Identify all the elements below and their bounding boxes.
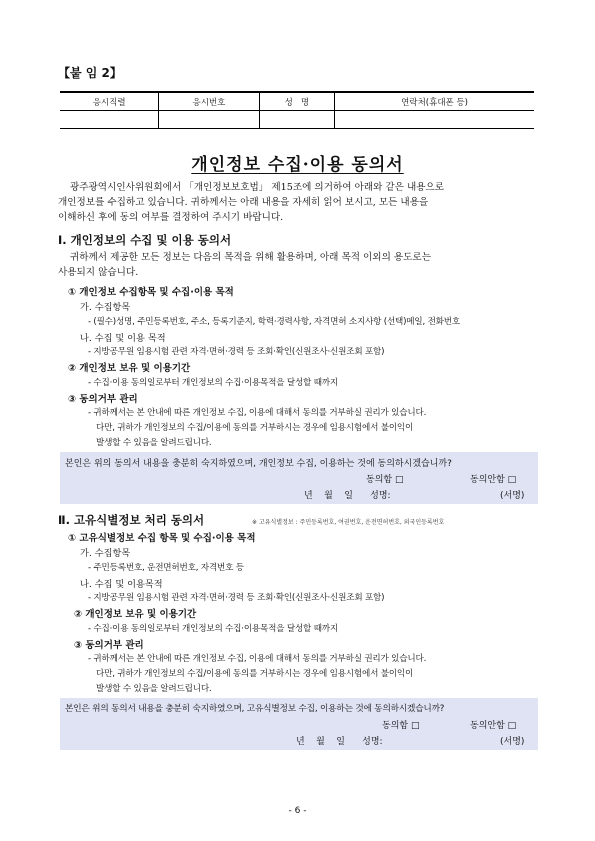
s2-refusal-line-3: 발생할 수 있음을 알려드립니다. xyxy=(96,684,212,694)
s2-consent-question: 본인은 위의 동의서 내용을 충분히 숙지하였으며, 고유식별정보 수집, 이용하는 것에 동의하시겠습니까? xyxy=(65,704,445,714)
s1-collect-items: - (필수)성명, 주민등록번호, 주소, 등록기준지, 학력·경력사항, 자격면허 소지사항 (선택)메일, 전화번호 xyxy=(88,317,460,327)
s1-item-3-heading: ③ 동의거부 관리 xyxy=(68,394,138,405)
s1-refusal-line-2: 다만, 귀하가 개인정보의 수집/이용에 동의를 거부하시는 경우에 임용시험에서 불이익이 xyxy=(96,423,414,433)
s1-item-2-heading: ② 개인정보 보유 및 이용기간 xyxy=(68,363,191,374)
s2-purpose-label: 나. 수집 및 이용목적 xyxy=(80,579,163,590)
s2-agree-checkbox[interactable]: 동의함 □ xyxy=(382,721,420,731)
s2-signature-label: (서명) xyxy=(500,737,525,747)
header-exam-number: 응시번호 xyxy=(159,92,259,111)
s2-date-name-line: 년 월 일 성명: xyxy=(296,737,383,747)
section-1-desc-2: 사용되지 않습니다. xyxy=(58,267,139,278)
applicant-info-table xyxy=(60,91,534,129)
s1-agree-checkbox[interactable]: 동의함 □ xyxy=(366,475,404,485)
s1-refusal-line-3: 발생할 수 있음을 알려드립니다. xyxy=(96,438,212,448)
s1-disagree-checkbox[interactable]: 동의안함 □ xyxy=(470,475,517,485)
section-2-note: ※ 고유식별정보 : 주민등록번호, 여권번호, 운전면허번호, 외국인등록번호 xyxy=(252,519,445,526)
s2-item-2-heading: ② 개인정보 보유 및 이용기간 xyxy=(74,609,197,620)
contact-cell[interactable] xyxy=(335,111,534,129)
s2-collect-items: - 주민등록번호, 운전면허번호, 자격번호 등 xyxy=(88,563,244,573)
s2-refusal-line-2: 다만, 귀하가 개인정보의 수집/이용에 동의를 거부하시는 경우에 임용시험에서 불이익이 xyxy=(96,669,414,679)
name-cell[interactable] xyxy=(259,111,335,129)
table-input-row[interactable] xyxy=(60,111,534,129)
header-name: 성 명 xyxy=(259,92,335,111)
intro-line-1: 광주광역시인사위원회에서 「개인정보보호법」 제15조에 의거하여 아래와 같은 내용으로 xyxy=(70,182,445,193)
s1-consent-question: 본인은 위의 동의서 내용을 충분히 숙지하였으며, 개인정보 수집, 이용하는 것에 동의하시겠습니까? xyxy=(65,459,452,469)
s2-purpose: - 지방공무원 임용시험 관련 자격·면허·경력 등 조회·확인(신원조사·신원조회 포함) xyxy=(88,593,385,603)
intro-line-3: 이해하신 후에 동의 여부를 결정하여 주시기 바랍니다. xyxy=(58,212,284,223)
s1-purpose: - 지방공무원 임용시험 관련 자격·면허·경력 등 조회·확인(신원조사·신원조회 포함) xyxy=(88,347,385,357)
page-number: - 6 - xyxy=(288,806,307,816)
section-1-heading: Ⅰ. 개인정보의 수집 및 이용 동의서 xyxy=(58,233,232,247)
document-title: 개인정보 수집·이용 동의서 xyxy=(191,155,404,175)
section-2-heading: Ⅱ. 고유식별정보 처리 동의서 xyxy=(58,513,205,527)
table-header-row xyxy=(60,92,534,111)
intro-line-2: 개인정보를 수집하고 있습니다. 귀하께서는 아래 내용을 자세히 읽어 보시고, 모든 내용을 xyxy=(58,197,429,208)
attachment-label: 【붙 임 2】 xyxy=(58,66,122,80)
section-1-consent-box xyxy=(60,452,538,504)
exam-number-cell[interactable] xyxy=(159,111,259,129)
s1-item-1-heading: ① 개인정보 수집항목 및 수집·이용 목적 xyxy=(68,287,234,298)
exam-series-cell[interactable] xyxy=(60,111,159,129)
s2-disagree-checkbox[interactable]: 동의안함 □ xyxy=(470,721,517,731)
s1-purpose-label: 나. 수집 및 이용 목적 xyxy=(80,333,166,344)
s1-signature-label: (서명) xyxy=(500,491,525,501)
s2-refusal-line-1: - 귀하께서는 본 안내에 따른 개인정보 수집, 이용에 대해서 동의를 거부하실 권리가 있습니다. xyxy=(88,654,427,664)
s2-item-1-heading: ① 고유식별정보 수집 항목 및 수집·이용 목적 xyxy=(68,533,256,544)
s1-collect-items-label: 가. 수집항목 xyxy=(80,302,131,313)
section-1-desc-1: 귀하께서 제공한 모든 정보는 다음의 목적을 위해 활용하며, 아래 목적 이외의 용도로는 xyxy=(70,252,431,263)
s1-refusal-line-1: - 귀하께서는 본 안내에 따른 개인정보 수집, 이용에 대해서 동의를 거부하실 권리가 있습니다. xyxy=(88,408,427,418)
s2-retention: - 수집·이용 동의일로부터 개인정보의 수집·이용목적을 달성할 때까지 xyxy=(88,624,338,634)
s2-item-3-heading: ③ 동의거부 관리 xyxy=(74,640,144,651)
header-exam-series: 응시직렬 xyxy=(60,92,159,111)
header-contact: 연락처(휴대폰 등) xyxy=(335,92,534,111)
s1-date-name-line: 년 월 일 성명: xyxy=(304,491,391,501)
s2-collect-items-label: 가. 수집항목 xyxy=(80,548,131,559)
section-2-consent-box xyxy=(60,698,538,750)
s1-retention: - 수집·이용 동의일로부터 개인정보의 수집·이용목적을 달성할 때까지 xyxy=(88,378,338,388)
